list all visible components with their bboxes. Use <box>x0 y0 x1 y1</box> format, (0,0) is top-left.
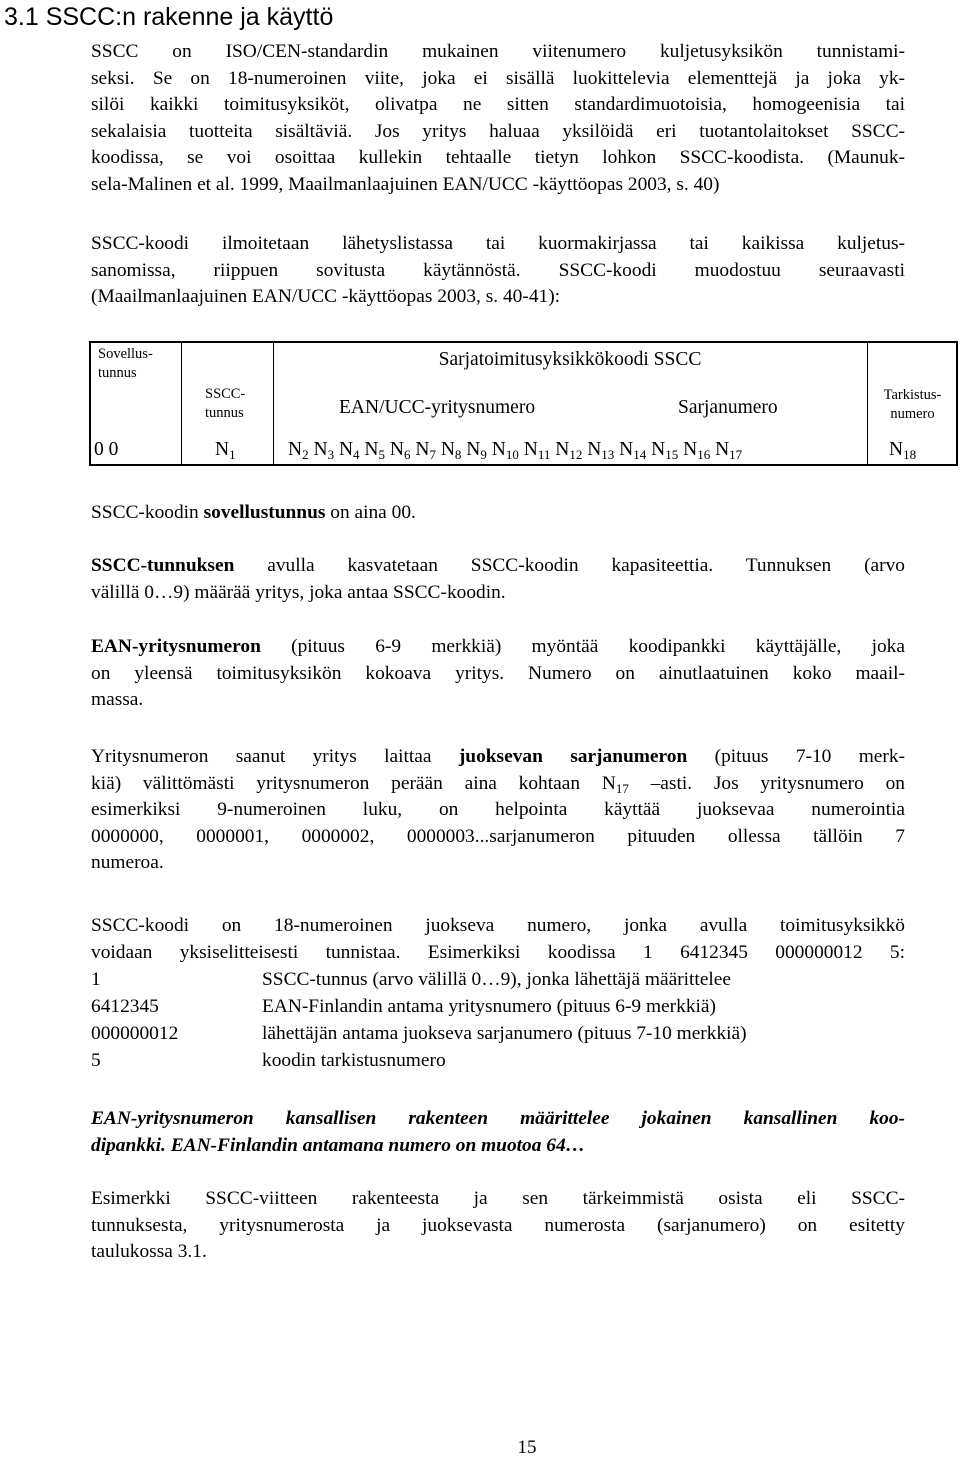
text-line: taulukossa 3.1. <box>91 1241 207 1263</box>
paragraph-ean-company-number <box>91 634 905 714</box>
example-row: 000000012 lähettäjän antama juokseva sarjanumero (pituus 7-10 merkkiä) <box>91 1023 747 1044</box>
text-line: on yleensä toimitusyksikön kokoava yritys. Numero on ainutlaatuinen koko maail- <box>91 662 905 684</box>
paragraph-sscc-example-intro <box>91 913 905 966</box>
application-digits: 0 0 <box>94 439 119 460</box>
section-heading: 3.1 SSCC:n rakenne ja käyttö <box>4 3 334 31</box>
table-divider <box>181 343 182 464</box>
digit-n7: $N_7$ <box>415 439 436 462</box>
paragraph-national-structure <box>91 1106 905 1159</box>
sscc-identifier-label: SSCC- tunnus <box>205 386 246 421</box>
digit-n12: $N_{12}$ <box>555 439 583 462</box>
paragraph-serial-number <box>91 744 905 877</box>
digit-n14: $N_{14}$ <box>619 439 647 462</box>
digit-n15: $N_{15}$ <box>651 439 679 462</box>
paragraph-table-reference <box>91 1186 905 1266</box>
text-line: sela-Malinen et al. 1999, Maailmanlaajuinen EAN/UCC -käyttöopas 2003, s. 40) <box>91 173 720 195</box>
text-line: dipankki. EAN-Finlandin antamana numero on muotoa 64… <box>91 1134 586 1156</box>
text-line: sanomissa, riippuen sovitusta käytännöstä. SSCC-koodi muodostuu seuraavasti <box>91 259 905 281</box>
application-identifier-label: Sovellus- tunnus <box>98 346 153 381</box>
text-line: Yritysnumeron saanut yritys laittaa juoksevan sarjanumeron (pituus 7-10 merk- <box>91 746 905 767</box>
digit-n8: $N_8$ <box>440 439 462 462</box>
example-row: 6412345 EAN-Finlandin antama yritysnumero (pituus 6-9 merkkiä) <box>91 996 716 1017</box>
digit-n1: $N_1$ <box>215 439 236 462</box>
example-row: 5 koodin tarkistusnumero <box>91 1050 446 1071</box>
paragraph-sscc-identifier <box>91 553 905 606</box>
check-digit-label: Tarkistus- numero <box>883 387 942 422</box>
paragraph-sscc-usage <box>91 231 905 311</box>
text-line: massa. <box>91 689 144 711</box>
text-line: kiä) välittömästi yritysnumeron perään aina kohtaan $N_{17}$ –asti. Jos yritysnumero on <box>91 772 905 796</box>
digit-n6: $N_6$ <box>389 439 411 462</box>
digit-n11: $N_{11}$ <box>523 439 551 462</box>
serial-number-label: Sarjanumero <box>678 397 778 418</box>
sscc-structure-table <box>89 341 958 466</box>
text-line: välillä 0…9) määrää yritys, joka antaa SSCC-koodin. <box>91 581 506 603</box>
text-line: koodissa, se voi osoittaa kullekin tehtaalle tietyn lohkon SSCC-koodista. (Maunuk- <box>91 147 905 169</box>
text-line: tunnuksesta, yritysnumerosta ja juoksevasta numerosta (sarjanumero) on esitetty <box>91 1214 905 1236</box>
page-number: 15 <box>517 1437 537 1458</box>
digit-n16: $N_{16}$ <box>683 439 711 462</box>
text-line: 0000000, 0000001, 0000002, 0000003...sarjanumeron pituuden ollessa tällöin 7 <box>91 825 905 847</box>
text-line: SSCC-tunnuksen avulla kasvatetaan SSCC-koodin kapasiteettia. Tunnuksen (arvo <box>91 555 905 576</box>
text-line: EAN-yritysnumeron (pituus 6-9 merkkiä) myöntää koodipankki käyttäjälle, joka <box>91 636 905 657</box>
text-line: sekalaisia tuotteita sisältäviä. Jos yritys haluaa yksilöidä eri tuotantolaitokset SSCC- <box>91 120 905 142</box>
text-line: SSCC on ISO/CEN-standardin mukainen viitenumero kuljetusyksikön tunnistami- <box>91 41 905 62</box>
text-line: EAN-yritysnumeron kansallisen rakenteen määrittelee jokainen kansallinen koo- <box>91 1108 905 1129</box>
text-line: silöi kaikki toimitusyksiköt, olivatpa ne sitten standardimuotoisia, homogeenisia tai <box>91 94 905 116</box>
digit-n5: $N_5$ <box>364 439 385 462</box>
paragraph-intro <box>91 39 905 199</box>
sscc-title: Sarjatoimitusyksikkökoodi SSCC <box>438 349 702 370</box>
digits-n2-n17 <box>288 438 742 462</box>
text-line: seksi. Se on 18-numeroinen viite, joka ei sisällä luokittelevia elementtejä ja joka yk- <box>91 67 905 89</box>
text-line: voidaan yksiselitteisesti tunnistaa. Esimerkiksi koodissa 1 6412345 000000012 5: <box>91 941 905 963</box>
text-line: numeroa. <box>91 852 164 874</box>
digit-n9: $N_9$ <box>466 439 487 462</box>
text-line: Esimerkki SSCC-viitteen rakenteesta ja sen tärkeimmistä osista eli SSCC- <box>91 1188 905 1209</box>
text-line: (Maailmanlaajuinen EAN/UCC -käyttöopas 2003, s. 40-41): <box>91 286 561 308</box>
example-row: 1 SSCC-tunnus (arvo välillä 0…9), jonka lähettäjä määrittelee <box>91 969 732 990</box>
text-line: SSCC-koodi ilmoitetaan lähetyslistassa tai kuormakirjassa tai kaikissa kuljetus- <box>91 233 905 254</box>
text-line: SSCC-koodi on 18-numeroinen juokseva numero, jonka avulla toimitusyksikkö <box>91 915 905 936</box>
digit-n13: $N_{13}$ <box>587 439 615 462</box>
text-line: esimerkiksi 9-numeroinen luku, on helpointa käyttää juoksevaa numerointia <box>91 799 905 821</box>
digit-n17: $N_{17}$ <box>715 439 743 462</box>
paragraph-application-id: SSCC-koodin sovellustunnus on aina 00. <box>91 502 416 523</box>
digit-n4: $N_4$ <box>338 439 360 462</box>
digit-n2: $N_2$ <box>288 439 309 462</box>
digit-n10: $N_{10}$ <box>491 439 519 462</box>
ean-ucc-company-number-label: EAN/UCC-yritysnumero <box>339 397 536 418</box>
digit-n3: $N_3$ <box>313 439 335 462</box>
digit-n18: $N_{18}$ <box>889 439 917 462</box>
